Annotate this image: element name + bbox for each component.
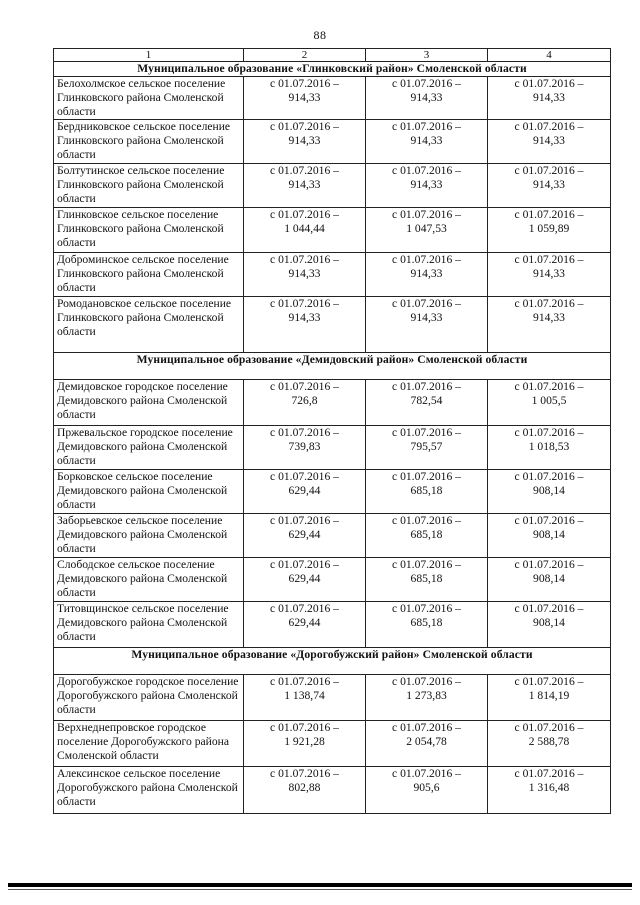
tariff-value-cell [366, 253, 488, 297]
tariff-value-cell [366, 675, 488, 721]
tariff-period: с 01.07.2016 – [392, 721, 461, 734]
table-row [54, 120, 611, 164]
tariff-value-cell [488, 514, 611, 558]
tariff-value-cell [488, 470, 611, 514]
tariff-value-cell [244, 426, 366, 470]
tariff-amount: 782,54 [410, 394, 443, 407]
tariff-period: с 01.07.2016 – [270, 253, 339, 266]
tariff-value-cell [244, 77, 366, 120]
tariff-amount: 914,33 [533, 134, 565, 147]
settlement-name-cell: Белохолмское сельское поселение Глинковского района Смоленской области [54, 77, 244, 120]
tariff-amount: 1 044,44 [284, 222, 325, 235]
tariff-value-cell [366, 514, 488, 558]
tariff-value-cell [488, 380, 611, 426]
bottom-rule-thin [8, 889, 632, 890]
tariff-period: с 01.07.2016 – [514, 514, 584, 527]
tariff-amount: 914,33 [288, 178, 321, 191]
tariff-amount: 914,33 [288, 91, 321, 104]
tariff-amount: 914,33 [410, 311, 443, 324]
tariff-amount: 2 054,78 [406, 735, 447, 748]
tariff-period: с 01.07.2016 – [392, 297, 461, 310]
tariff-period: с 01.07.2016 – [392, 120, 461, 133]
tariff-amount: 685,18 [410, 528, 443, 541]
table-row [54, 767, 611, 814]
tariff-value-cell [488, 164, 611, 208]
tariff-amount: 905,6 [413, 781, 440, 794]
tariff-period: с 01.07.2016 – [392, 675, 461, 688]
tariff-period: с 01.07.2016 – [392, 164, 461, 177]
settlement-name-cell: Слободское сельское поселение Демидовского района Смоленской области [54, 558, 244, 602]
table-row [54, 380, 611, 426]
column-header-row [54, 49, 611, 62]
tariff-amount: 914,33 [533, 178, 565, 191]
tariff-period: с 01.07.2016 – [270, 721, 339, 734]
settlement-name-cell: Верхнеднепровское городское поселение Дорогобужского района Смоленской области [54, 721, 244, 767]
tariff-amount: 629,44 [288, 484, 321, 497]
tariff-period: с 01.07.2016 – [514, 426, 584, 439]
tariff-table [53, 48, 611, 814]
tariff-period: с 01.07.2016 – [270, 470, 339, 483]
tariff-amount: 685,18 [410, 484, 443, 497]
tariff-value-cell [366, 767, 488, 814]
tariff-period: с 01.07.2016 – [514, 767, 584, 780]
tariff-value-cell [488, 558, 611, 602]
tariff-amount: 908,14 [533, 484, 565, 497]
tariff-value-cell [366, 426, 488, 470]
tariff-period: с 01.07.2016 – [392, 470, 461, 483]
table-row [54, 675, 611, 721]
settlement-name-cell: Алексинское сельское поселение Дорогобужского района Смоленской области [54, 767, 244, 814]
tariff-amount: 802,88 [288, 781, 321, 794]
table-row [54, 514, 611, 558]
tariff-value-cell [488, 253, 611, 297]
tariff-amount: 908,14 [533, 572, 565, 585]
tariff-period: с 01.07.2016 – [514, 164, 584, 177]
tariff-period: с 01.07.2016 – [514, 208, 584, 221]
settlement-name-cell: Глинковское сельское поселение Глинковского района Смоленской области [54, 208, 244, 253]
tariff-amount: 2 588,78 [528, 735, 570, 748]
tariff-value-cell [488, 602, 611, 648]
column-header-4: 4 [488, 49, 611, 62]
tariff-period: с 01.07.2016 – [392, 208, 461, 221]
tariff-period: с 01.07.2016 – [514, 380, 584, 393]
tariff-amount: 1 316,48 [528, 781, 570, 794]
tariff-period: с 01.07.2016 – [270, 514, 339, 527]
section-title: Муниципальное образование «Демидовский район» Смоленской области [54, 353, 611, 380]
tariff-value-cell [244, 767, 366, 814]
tariff-period: с 01.07.2016 – [514, 675, 584, 688]
tariff-period: с 01.07.2016 – [270, 120, 339, 133]
tariff-amount: 739,83 [288, 440, 321, 453]
tariff-amount: 914,33 [410, 178, 443, 191]
tariff-period: с 01.07.2016 – [270, 558, 339, 571]
tariff-period: с 01.07.2016 – [514, 297, 584, 310]
tariff-amount: 629,44 [288, 616, 321, 629]
tariff-period: с 01.07.2016 – [270, 602, 339, 615]
tariff-period: с 01.07.2016 – [392, 602, 461, 615]
tariff-value-cell [488, 77, 611, 120]
tariff-period: с 01.07.2016 – [270, 380, 339, 393]
tariff-amount: 1 018,53 [528, 440, 570, 453]
page-number: 88 [313, 28, 327, 42]
tariff-value-cell [488, 721, 611, 767]
settlement-name-cell: Титовщинское сельское поселение Демидовского района Смоленской области [54, 602, 244, 648]
section-title: Муниципальное образование «Глинковский район» Смоленской области [54, 62, 611, 77]
table-row [54, 253, 611, 297]
table-body [54, 62, 611, 814]
tariff-amount: 1 047,53 [406, 222, 447, 235]
settlement-name-cell: Борковское сельское поселение Демидовского района Смоленской области [54, 470, 244, 514]
tariff-period: с 01.07.2016 – [270, 767, 339, 780]
tariff-period: с 01.07.2016 – [514, 602, 584, 615]
tariff-amount: 1 138,74 [284, 689, 325, 702]
tariff-amount: 629,44 [288, 528, 321, 541]
tariff-period: с 01.07.2016 – [270, 164, 339, 177]
table-row [54, 77, 611, 120]
tariff-period: с 01.07.2016 – [392, 380, 461, 393]
column-header-2: 2 [244, 49, 366, 62]
settlement-name-cell: Демидовское городское поселение Демидовского района Смоленской области [54, 380, 244, 426]
tariff-amount: 908,14 [533, 528, 565, 541]
tariff-period: с 01.07.2016 – [392, 253, 461, 266]
tariff-period: с 01.07.2016 – [514, 470, 584, 483]
tariff-amount: 914,33 [410, 91, 443, 104]
table-row [54, 297, 611, 353]
tariff-amount: 685,18 [410, 616, 443, 629]
tariff-value-cell [366, 470, 488, 514]
tariff-amount: 1 273,83 [406, 689, 447, 702]
section-title: Муниципальное образование «Дорогобужский район» Смоленской области [54, 648, 611, 675]
section-header-row [54, 62, 611, 77]
settlement-name-cell: Болтутинское сельское поселение Глинковского района Смоленской области [54, 164, 244, 208]
tariff-amount: 914,33 [288, 134, 321, 147]
tariff-value-cell [488, 297, 611, 353]
settlement-name-cell: Доброминское сельское поселение Глинковского района Смоленской области [54, 253, 244, 297]
tariff-period: с 01.07.2016 – [514, 77, 584, 90]
tariff-value-cell [244, 675, 366, 721]
tariff-value-cell [366, 120, 488, 164]
tariff-value-cell [244, 297, 366, 353]
table-row [54, 208, 611, 253]
tariff-value-cell [488, 767, 611, 814]
tariff-value-cell [244, 721, 366, 767]
table-row [54, 426, 611, 470]
tariff-value-cell [366, 558, 488, 602]
section-header-row [54, 648, 611, 675]
tariff-period: с 01.07.2016 – [392, 77, 461, 90]
tariff-value-cell [366, 77, 488, 120]
tariff-value-cell [244, 380, 366, 426]
tariff-amount: 914,33 [410, 134, 443, 147]
tariff-amount: 914,33 [533, 267, 565, 280]
tariff-amount: 1 005,5 [531, 394, 567, 407]
tariff-amount: 908,14 [533, 616, 565, 629]
column-header-1: 1 [54, 49, 244, 62]
tariff-amount: 1 921,28 [284, 735, 325, 748]
tariff-amount: 914,33 [533, 311, 565, 324]
tariff-amount: 914,33 [410, 267, 443, 280]
tariff-period: с 01.07.2016 – [392, 558, 461, 571]
tariff-amount: 1 059,89 [528, 222, 570, 235]
tariff-amount: 795,57 [410, 440, 443, 453]
tariff-period: с 01.07.2016 – [392, 514, 461, 527]
tariff-value-cell [366, 208, 488, 253]
tariff-value-cell [244, 164, 366, 208]
tariff-period: с 01.07.2016 – [392, 426, 461, 439]
section-header-row [54, 353, 611, 380]
settlement-name-cell: Дорогобужское городское поселение Дорогобужского района Смоленской области [54, 675, 244, 721]
tariff-period: с 01.07.2016 – [270, 77, 339, 90]
settlement-name-cell: Ромодановское сельское поселение Глинковского района Смоленской области [54, 297, 244, 353]
table-row [54, 470, 611, 514]
tariff-value-cell [366, 380, 488, 426]
settlement-name-cell: Бердниковское сельское поселение Глинковского района Смоленской области [54, 120, 244, 164]
bottom-rule [8, 883, 632, 887]
tariff-amount: 914,33 [533, 91, 565, 104]
tariff-period: с 01.07.2016 – [514, 253, 584, 266]
tariff-value-cell [366, 164, 488, 208]
tariff-value-cell [488, 120, 611, 164]
tariff-value-cell [488, 426, 611, 470]
tariff-amount: 726,8 [291, 394, 318, 407]
tariff-period: с 01.07.2016 – [270, 208, 339, 221]
tariff-value-cell [244, 558, 366, 602]
tariff-value-cell [244, 602, 366, 648]
settlement-name-cell: Заборьевское сельское поселение Демидовского района Смоленской области [54, 514, 244, 558]
tariff-value-cell [244, 514, 366, 558]
tariff-amount: 914,33 [288, 267, 321, 280]
tariff-value-cell [488, 208, 611, 253]
table-row [54, 602, 611, 648]
tariff-value-cell [366, 297, 488, 353]
settlement-name-cell: Пржевальское городское поселение Демидовского района Смоленской области [54, 426, 244, 470]
tariff-amount: 914,33 [288, 311, 321, 324]
tariff-period: с 01.07.2016 – [514, 120, 584, 133]
tariff-value-cell [244, 470, 366, 514]
tariff-period: с 01.07.2016 – [270, 426, 339, 439]
tariff-period: с 01.07.2016 – [270, 297, 339, 310]
tariff-period: с 01.07.2016 – [270, 675, 339, 688]
tariff-period: с 01.07.2016 – [514, 721, 584, 734]
table-row [54, 721, 611, 767]
tariff-value-cell [488, 675, 611, 721]
tariff-amount: 629,44 [288, 572, 321, 585]
tariff-value-cell [244, 208, 366, 253]
tariff-value-cell [244, 253, 366, 297]
tariff-amount: 685,18 [410, 572, 443, 585]
column-header-3: 3 [366, 49, 488, 62]
tariff-period: с 01.07.2016 – [392, 767, 461, 780]
tariff-value-cell [366, 721, 488, 767]
tariff-value-cell [244, 120, 366, 164]
tariff-value-cell [366, 602, 488, 648]
table-row [54, 558, 611, 602]
tariff-period: с 01.07.2016 – [514, 558, 584, 571]
table-row [54, 164, 611, 208]
tariff-amount: 1 814,19 [528, 689, 570, 702]
